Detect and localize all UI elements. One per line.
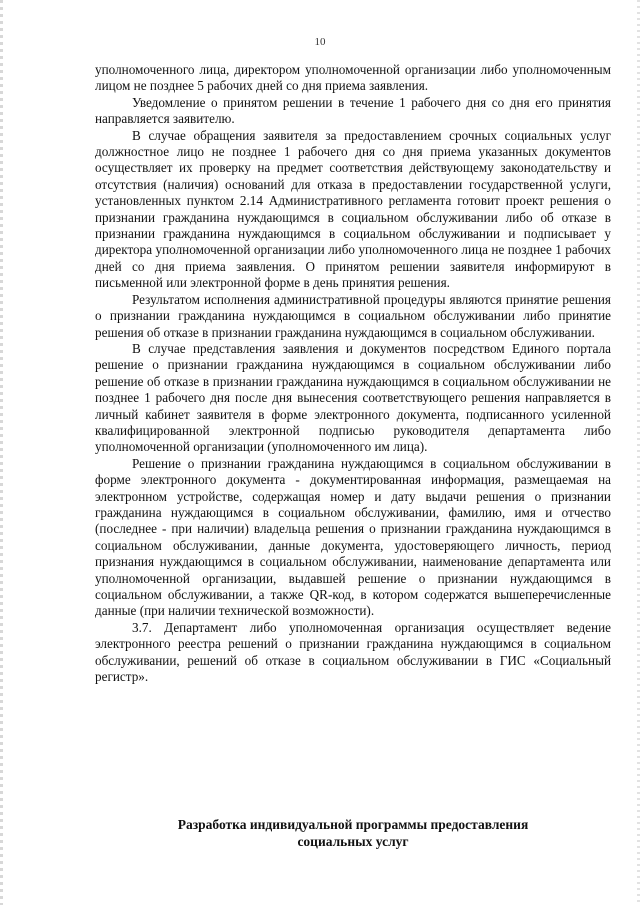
- paragraph-electronic-decision: Решение о признании гражданина нуждающимся в социальном обслуживании в форме электронного документа - документированная информация, размещаемая на электронном устройстве, содержащая номер и дату выдачи решения о признании гражданина нуждающимся в социальном обслуживании, фамилию, имя и отчество (последнее - при наличии) владельца решения о признании гражданина нуждающимся в социальном обслуживании, данные документа, удостоверяющего личность, период признания нуждающимся в социальном обслуживании, наименование департамента или уполномоченной организации, выдавшей решение о признании нуждающимся в социальном обслуживании, а также QR-код, в котором содержатся вышеперечисленные данные (при наличии технической возможности).: [95, 455, 611, 619]
- section-heading-line-1: Разработка индивидуальной программы предоставления: [177, 817, 529, 832]
- paragraph-notification: Уведомление о принятом решении в течение 1 рабочего дня со дня его принятия направляется заявителю.: [95, 94, 611, 127]
- paragraph-urgent-services: В случае обращения заявителя за предоставлением срочных социальных услуг должностное лицо не позднее 1 рабочего дня со дня приема указанных документов осуществляет их проверку на предмет соответствия действующему законодательству и отсутствия (наличия) оснований для отказа в предоставлении государственной услуги, установленных пунктом 2.14 Административного регламента готовит проект решения о признании гражданина нуждающимся в социальном обслуживании либо об отказе в признании гражданина нуждающимся в социальном обслуживании и подписывает у директора уполномоченной организации либо уполномоченного лица не позднее 1 рабочих дней со дня приема заявления. О принятом решении заявителя информируют в письменной или электронной форме в день принятия решения.: [95, 127, 611, 291]
- document-body: [95, 62, 611, 685]
- paragraph-register: 3.7. Департамент либо уполномоченная организация осуществляет ведение электронного реестра решений о признании гражданина нуждающимся в социальном обслуживании, решений об отказе в социальном обслуживании в ГИС «Социальный регистр».: [95, 619, 611, 685]
- section-heading-line-2: социальных услуг: [297, 834, 409, 849]
- page-number: 10: [314, 36, 326, 48]
- paragraph-single-portal: В случае представления заявления и документов посредством Единого портала решение о признании гражданина нуждающимся в социальном обслуживании либо решение об отказе в признании гражданина нуждающимся в социальном обслуживании не позднее 1 рабочего дня после дня вынесения соответствующего решения направляется в личный кабинет заявителя в форме электронного документа, подписанного усиленной квалифицированной электронной подписью руководителя департамента либо уполномоченной организации (уполномоченного им лица).: [95, 340, 611, 455]
- scan-edge-left: [0, 0, 3, 905]
- paragraph-procedure-result: Результатом исполнения административной процедуры являются принятие решения о признании гражданина нуждающимся в социальном обслуживании либо принятие решения об отказе в признании гражданина нуждающимся в социальном обслуживании.: [95, 291, 611, 340]
- section-heading: [95, 816, 611, 850]
- paragraph-continued: уполномоченного лица, директором уполномоченной организации либо уполномоченным лицом не позднее 5 рабочих дней со дня приема заявления.: [95, 62, 611, 94]
